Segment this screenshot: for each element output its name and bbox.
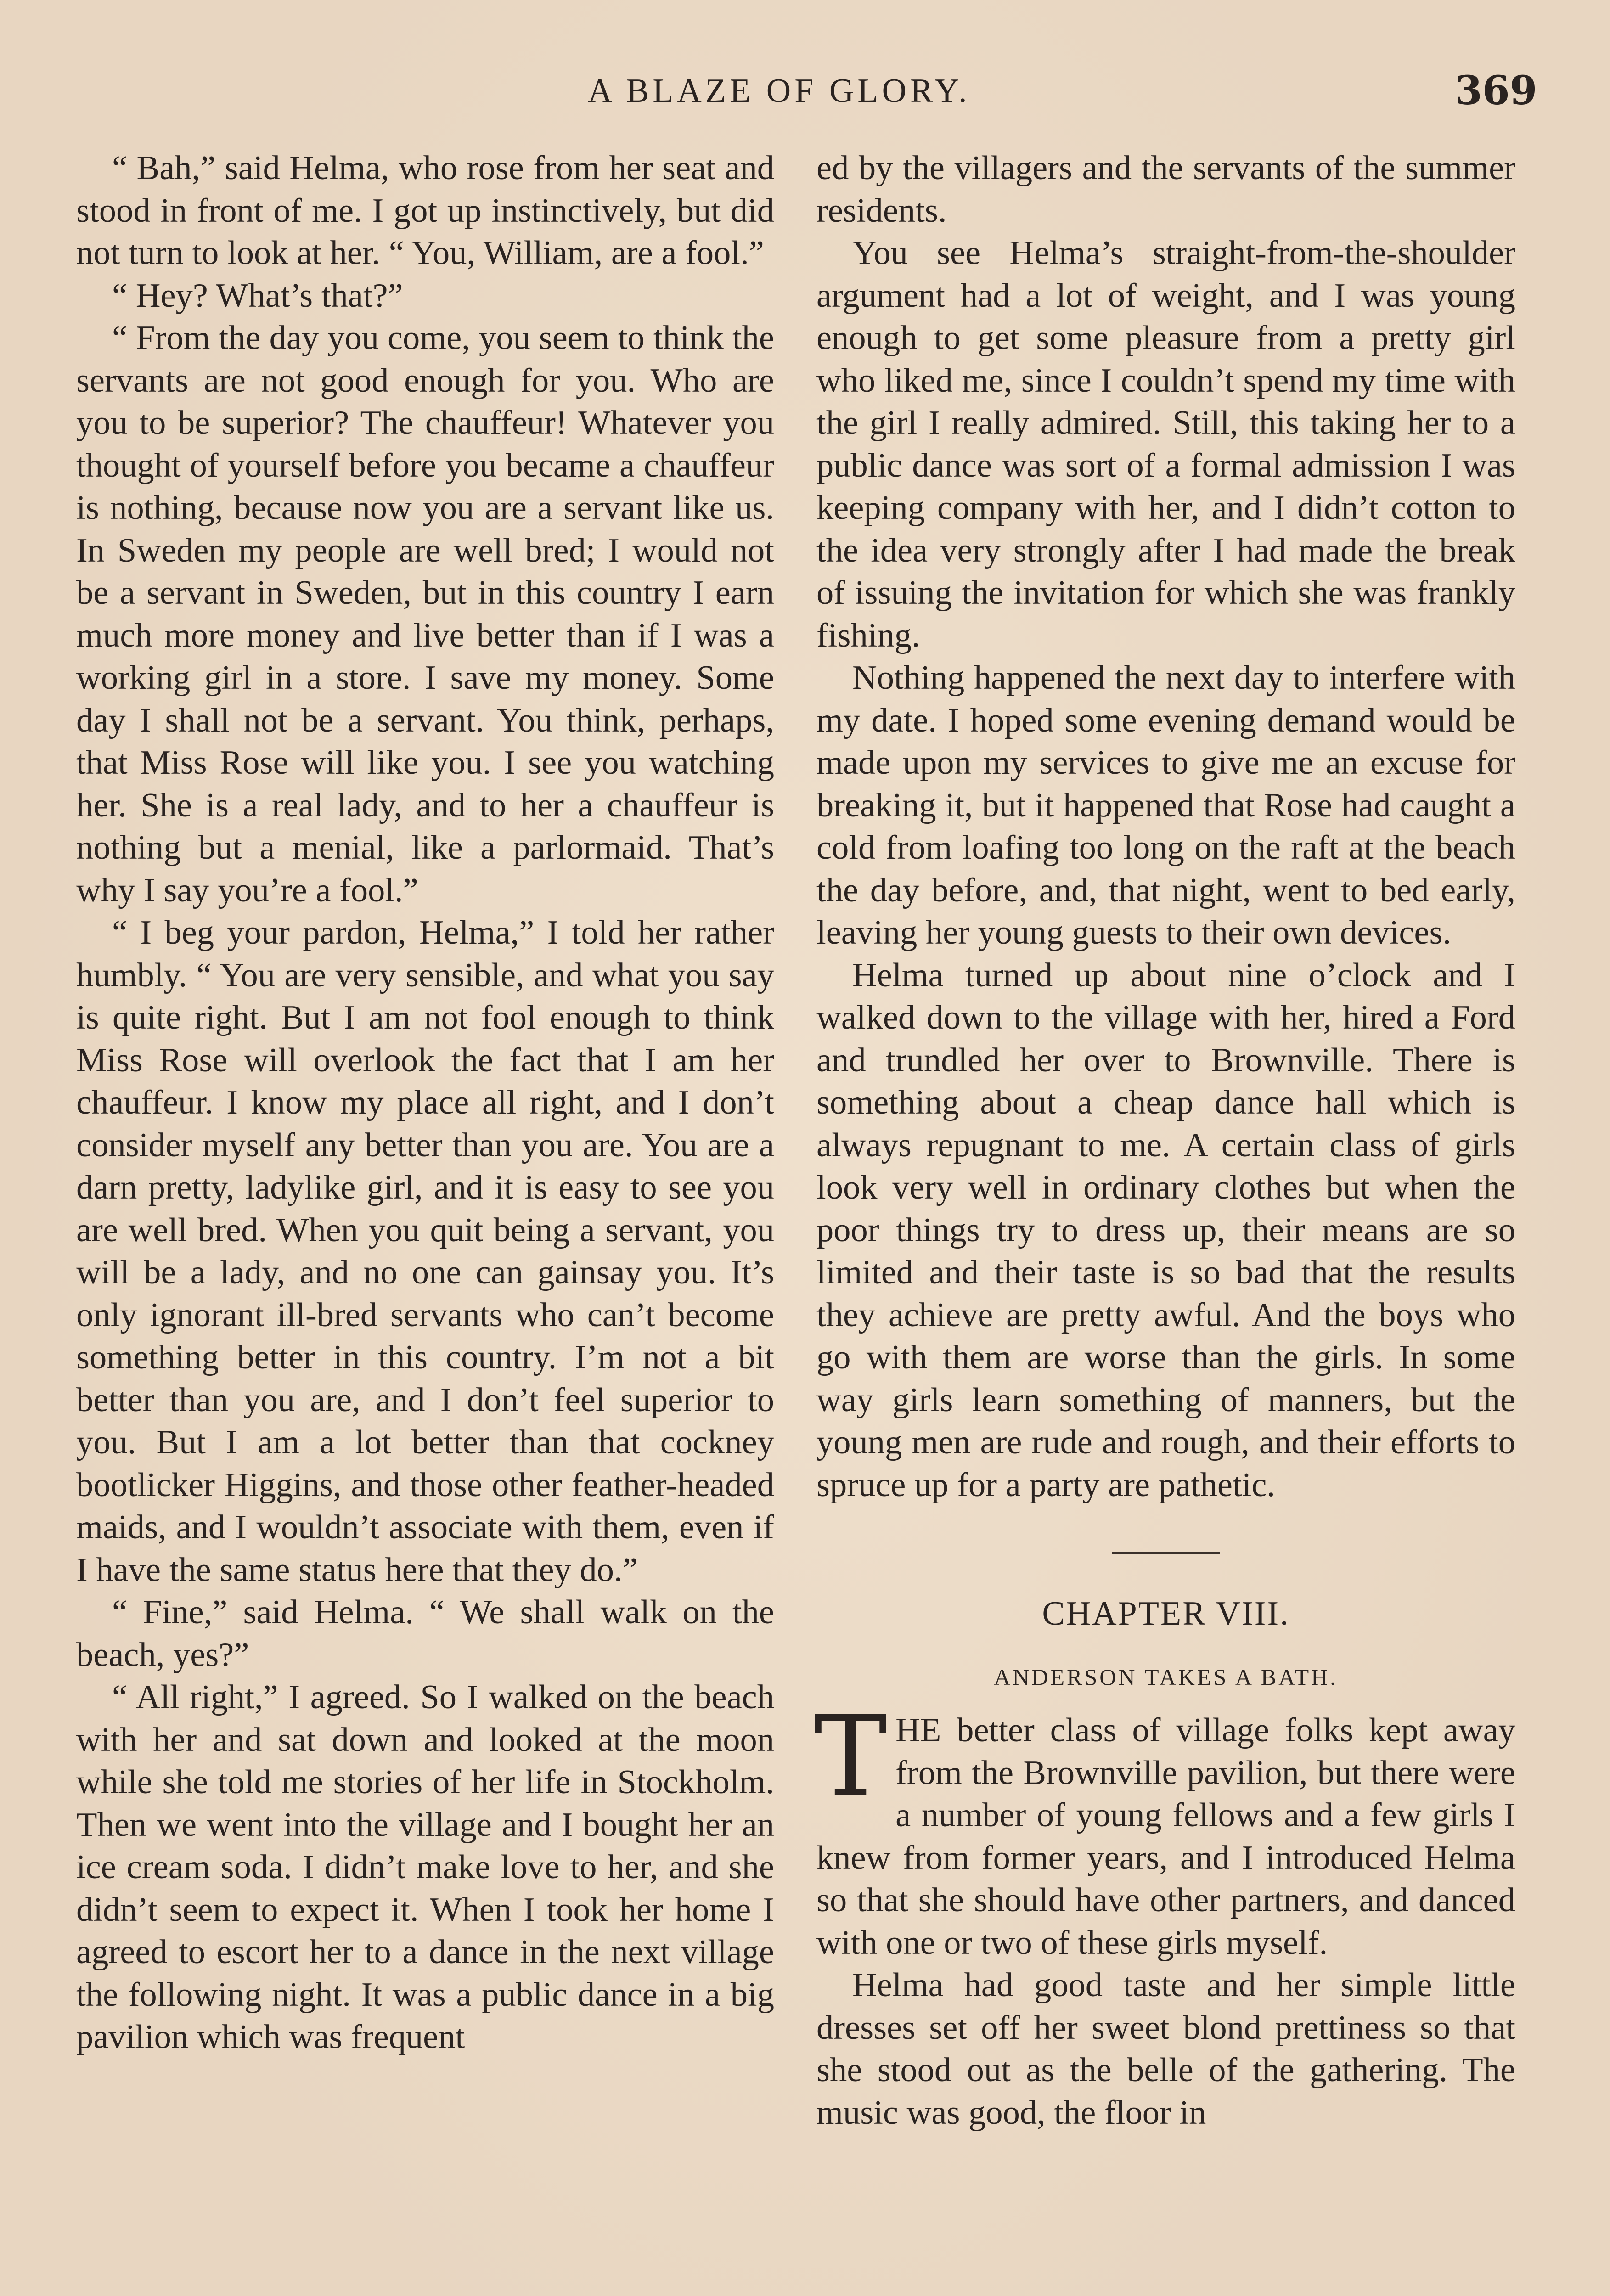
drop-cap: T	[814, 1692, 888, 1821]
paragraph: “ Bah,” said Helma, who rose from her seat and stood in front of me. I got up instinctively, but did not turn to look at her. “ You, William, are a fool.”	[76, 149, 774, 272]
paragraph: Helma had good taste and her simple little dresses set off her sweet blond prettiness so that she stood out as the belle of the gathering. The music was good, the floor in	[816, 1966, 1515, 2132]
paragraph: “ From the day you come, you seem to think the servants are not good enough for you. Who are you to be superior? The chauffeur! Whatever you thought of yourself before you became a chauffeur is nothing, because now you are a servant like us. In Sweden my people are well bred; I would not be a servant in Sweden, but in this country I earn much more money and live better than if I was a working girl in a store. I save my money. Some day I shall not be a servant. You think, perhaps, that Miss Rose will like you. I see you watching her. She is a real lady, and to her a chauffeur is nothing but a menial, like a parlormaid. That’s why I say you’re a fool.”	[76, 319, 774, 909]
paragraph: “ I beg your pardon, Helma,” I told her rather humbly. “ You are very sensible, and what you say is quite right. But I am not fool enough to think Miss Rose will overlook the fact that I am her chauffeur. I know my place all right, and I don’t consider myself any better than you are. You are a darn pretty, ladylike girl, and it is easy to see you are well bred. When you quit being a servant, you will be a lady, and no one can gainsay you. It’s only ignorant ill-bred servants who can’t become something better in this country. I’m not a bit better than you are, and I don’t feel superior to you. But I am a lot better than that cockney bootlicker Higgins, and those other feather-headed maids, and I wouldn’t associate with them, even if I have the same status here that they do.”	[76, 914, 774, 1589]
paragraph: “ Fine,” said Helma. “ We shall walk on the beach, yes?”	[76, 1593, 774, 1674]
section-divider-rule	[1112, 1552, 1220, 1554]
running-title: A BLAZE OF GLORY.	[588, 72, 971, 110]
running-head	[0, 63, 1610, 118]
chapter-title: CHAPTER VIII.	[1042, 1595, 1290, 1632]
right-column	[816, 147, 1515, 2134]
page-number: 369	[1455, 68, 1537, 114]
paragraph: “ All right,” I agreed. So I walked on the beach with her and sat down and looked at the moon while she told me stories of her life in Stockholm. Then we went into the village and I bought her an ice cream soda. I didn’t make love to her, and she didn’t seem to expect it. When I took her home I agreed to escort her to a dance in the next village the following night. It was a public dance in a big pavilion which was frequent	[76, 1678, 774, 2056]
paragraph: Nothing happened the next day to interfere with my date. I hoped some evening demand would be made upon my services to give me an excuse for breaking it, but it happened that Rose had caught a cold from loafing too long on the raft at the beach the day before, and, that night, went to bed early, leaving her young guests to their own devices.	[816, 659, 1515, 951]
paragraph: You see Helma’s straight-from-the-shoulder argument had a lot of weight, and I was young enough to get some pleasure from a pretty girl who liked me, since I couldn’t spend my time with the girl I really admired. Still, this taking her to a public dance was sort of a formal admission I was keeping company with her, and I didn’t cotton to the idea very strongly after I had made the break of issuing the invitation for which she was frankly fishing.	[816, 234, 1515, 654]
left-column	[76, 147, 774, 2059]
paragraph: “ Hey? What’s that?”	[112, 276, 403, 315]
chapter-opening-text: HE better class of village folks kept away from the Brownville pavilion, but there were a number of young fellows and a few girls I knew from former years, and I introduced Helma so that she should have other partners, and danced with one or two of these girls myself.	[816, 1711, 1515, 1962]
paragraph: Helma turned up about nine o’clock and I walked down to the village with her, hired a Ford and trundled her over to Brownville. There is something about a cheap dance hall which is always repugnant to me. A certain class of girls look very well in ordinary clothes but when the poor things try to dress up, their means are so limited and their taste is so bad that the results they achieve are pretty awful. And the boys who go with them are worse than the girls. In some way girls learn something of manners, but the young men are rude and rough, and their efforts to spruce up for a party are pathetic.	[816, 956, 1515, 1504]
chapter-subtitle: ANDERSON TAKES A BATH.	[994, 1664, 1338, 1690]
continued-paragraph: ed by the villagers and the servants of the summer residents.	[816, 149, 1515, 230]
chapter-opening-paragraph	[814, 1692, 1515, 1964]
